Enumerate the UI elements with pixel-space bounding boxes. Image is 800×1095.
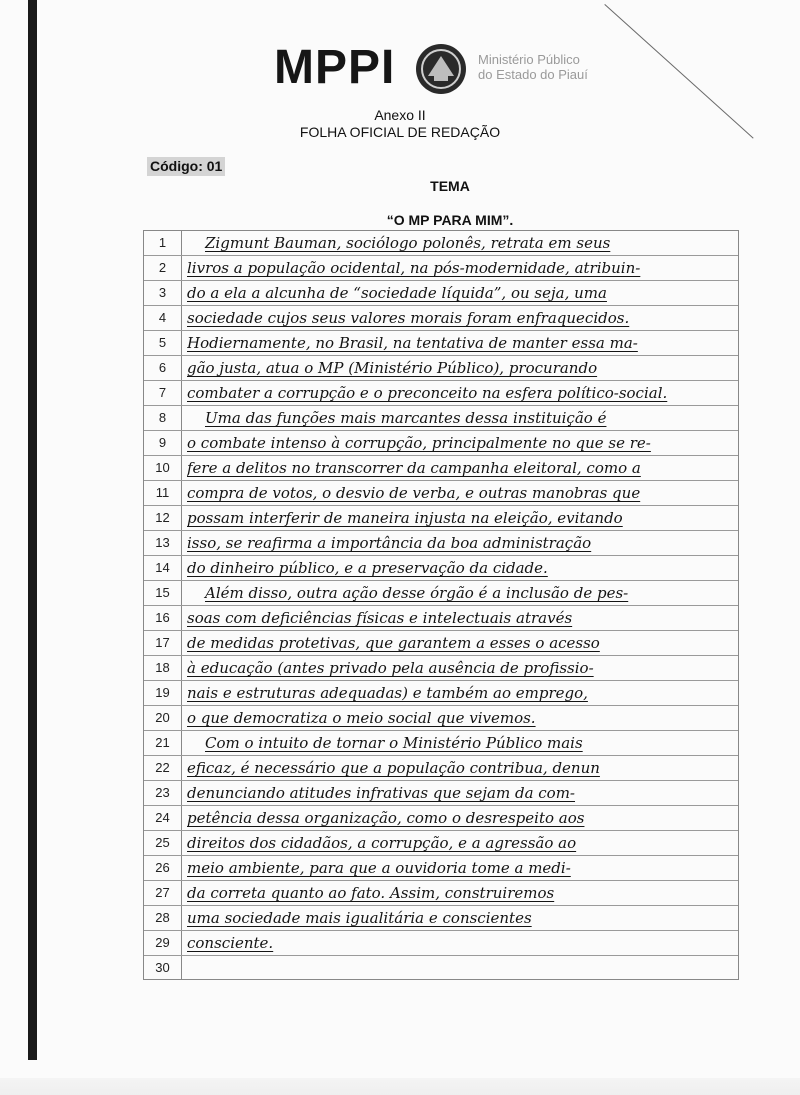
line-number: 7	[144, 381, 182, 405]
logo-text: MPPI	[274, 41, 396, 94]
handwritten-line: uma sociedade mais igualitária e conscientes	[187, 909, 532, 927]
form-title: FOLHA OFICIAL DE REDAÇÃO	[299, 124, 501, 140]
essay-row	[144, 306, 738, 331]
handwritten-line: livros a população ocidental, na pós-modernidade, atribuin-	[187, 259, 641, 277]
scan-edge	[28, 0, 37, 1060]
line-number: 26	[144, 856, 182, 880]
essay-row	[144, 356, 738, 381]
line-number: 30	[144, 956, 182, 980]
essay-row	[144, 531, 738, 556]
annex-label: Anexo II	[374, 107, 426, 123]
essay-row	[144, 381, 738, 406]
essay-row	[144, 706, 738, 731]
essay-row	[144, 481, 738, 506]
essay-row	[144, 931, 738, 956]
line-number: 10	[144, 456, 182, 480]
line-number: 23	[144, 781, 182, 805]
essay-grid	[143, 230, 739, 980]
essay-row	[144, 856, 738, 881]
line-number: 8	[144, 406, 182, 430]
handwritten-line: petência dessa organização, como o desrespeito aos	[187, 809, 585, 827]
handwritten-line: Além disso, outra ação desse órgão é a inclusão de pes-	[205, 584, 629, 602]
handwritten-line: o combate intenso à corrupção, principalmente no que se re-	[187, 434, 651, 452]
handwritten-line: Uma das funções mais marcantes dessa instituição é	[205, 409, 607, 427]
line-number: 16	[144, 606, 182, 630]
essay-row	[144, 431, 738, 456]
line-number: 24	[144, 806, 182, 830]
handwritten-line	[187, 957, 735, 981]
essay-row	[144, 756, 738, 781]
essay-row	[144, 231, 738, 256]
handwritten-line: gão justa, atua o MP (Ministério Público), procurando	[187, 359, 598, 377]
institution-name: Ministério Público do Estado do Piauí	[478, 52, 588, 82]
line-number: 18	[144, 656, 182, 680]
line-number: 11	[144, 481, 182, 505]
handwritten-line: direitos dos cidadãos, a corrupção, e a agressão ao	[187, 834, 577, 852]
handwritten-line: denunciando atitudes infrativas que sejam da com-	[187, 784, 576, 802]
line-number: 25	[144, 831, 182, 855]
line-number: 14	[144, 556, 182, 580]
essay-row	[144, 506, 738, 531]
handwritten-line: o que democratiza o meio social que vivemos.	[187, 709, 536, 727]
line-number: 15	[144, 581, 182, 605]
line-number: 6	[144, 356, 182, 380]
essay-row	[144, 906, 738, 931]
line-number: 4	[144, 306, 182, 330]
essay-row	[144, 456, 738, 481]
handwritten-line: compra de votos, o desvio de verba, e outras manobras que	[187, 484, 641, 502]
line-number: 29	[144, 931, 182, 955]
handwritten-line: nais e estruturas adequadas) e também ao emprego,	[187, 684, 588, 702]
essay-row	[144, 581, 738, 606]
seal-icon	[414, 42, 468, 96]
line-number: 28	[144, 906, 182, 930]
handwritten-line: soas com deficiências físicas e intelectuais através	[187, 609, 573, 627]
line-number: 3	[144, 281, 182, 305]
scan-bottom-band	[0, 1078, 800, 1095]
header-logo	[270, 38, 630, 98]
handwritten-line: à educação (antes privado pela ausência de profissio-	[187, 659, 594, 677]
handwritten-line: meio ambiente, para que a ouvidoria tome a medi-	[187, 859, 571, 877]
line-number: 21	[144, 731, 182, 755]
essay-row	[144, 731, 738, 756]
handwritten-line: sociedade cujos seus valores morais foram enfraquecidos.	[187, 309, 630, 327]
handwritten-line: Com o intuito de tornar o Ministério Público mais	[205, 734, 583, 752]
tema-title: “O MP PARA MIM”.	[386, 212, 514, 228]
line-number: 1	[144, 231, 182, 255]
handwritten-line: da correta quanto ao fato. Assim, construiremos	[187, 884, 555, 902]
handwritten-line: Hodiernamente, no Brasil, na tentativa de manter essa ma-	[187, 334, 638, 352]
line-number: 27	[144, 881, 182, 905]
essay-row	[144, 256, 738, 281]
essay-row	[144, 881, 738, 906]
line-number: 9	[144, 431, 182, 455]
essay-row	[144, 331, 738, 356]
codigo-label: Código: 01	[147, 157, 225, 176]
essay-row	[144, 806, 738, 831]
line-number: 5	[144, 331, 182, 355]
handwritten-line: Zigmunt Bauman, sociólogo polonês, retrata em seus	[205, 234, 611, 252]
essay-row	[144, 831, 738, 856]
tema-label: TEMA	[430, 178, 470, 194]
essay-row	[144, 681, 738, 706]
line-number: 2	[144, 256, 182, 280]
handwritten-line: do a ela a alcunha de “sociedade líquida”, ou seja, uma	[187, 284, 607, 302]
line-number: 12	[144, 506, 182, 530]
essay-row	[144, 606, 738, 631]
line-number: 22	[144, 756, 182, 780]
essay-row	[144, 956, 738, 981]
essay-row	[144, 406, 738, 431]
essay-row	[144, 281, 738, 306]
handwritten-line: possam interferir de maneira injusta na eleição, evitando	[187, 509, 623, 527]
line-number: 13	[144, 531, 182, 555]
essay-row	[144, 781, 738, 806]
handwritten-line: do dinheiro público, e a preservação da cidade.	[187, 559, 548, 577]
handwritten-line: de medidas protetivas, que garantem a esses o acesso	[187, 634, 600, 652]
line-number: 19	[144, 681, 182, 705]
handwritten-line: isso, se reafirma a importância da boa administração	[187, 534, 592, 552]
essay-row	[144, 656, 738, 681]
line-number: 20	[144, 706, 182, 730]
line-number: 17	[144, 631, 182, 655]
handwritten-line: eficaz, é necessário que a população contribua, denun	[187, 759, 600, 777]
handwritten-line: consciente.	[187, 934, 274, 952]
handwritten-line: combater a corrupção e o preconceito na esfera político-social.	[187, 384, 668, 402]
essay-row	[144, 556, 738, 581]
essay-row	[144, 631, 738, 656]
handwritten-line: fere a delitos no transcorrer da campanha eleitoral, como a	[187, 459, 641, 477]
